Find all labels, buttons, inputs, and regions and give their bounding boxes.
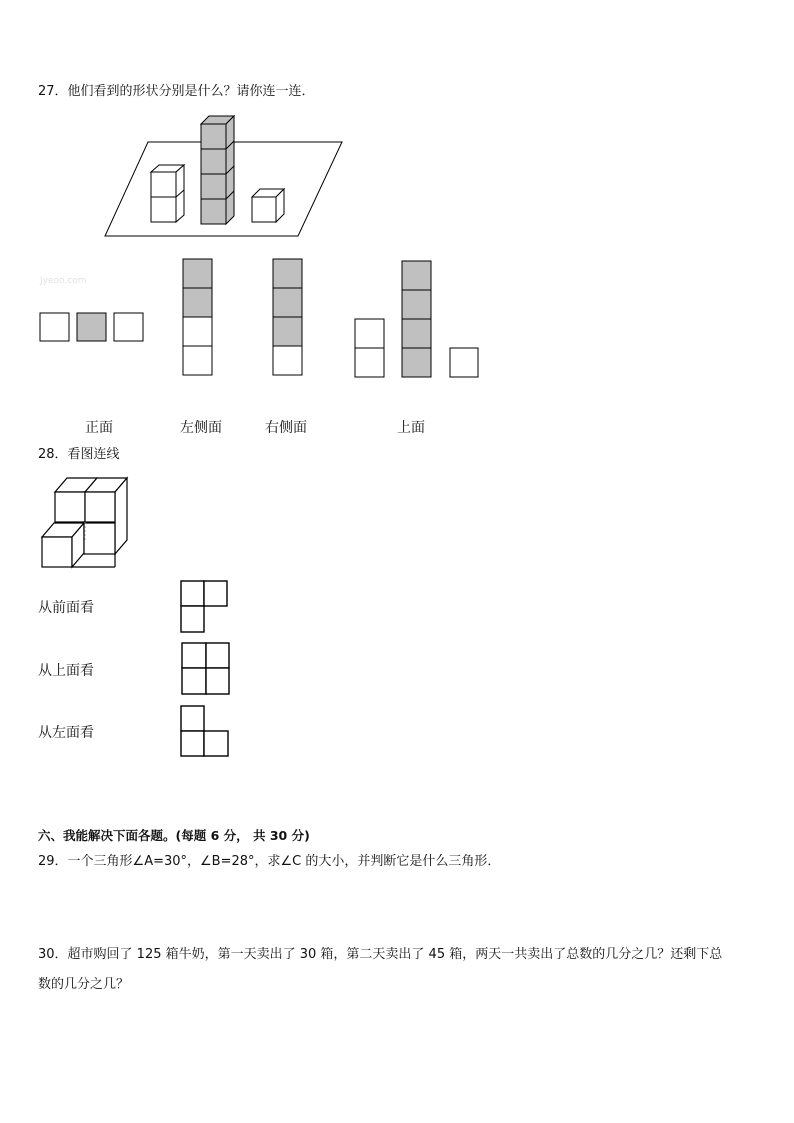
q30-prompt-line1: 30．超市购回了 125 箱牛奶，第一天卖出了 30 箱，第二天卖出了 45 箱，两天一共卖出了总数的几分之几？还剩下总 xyxy=(38,947,723,962)
q28-label-front: 从前面看 xyxy=(38,600,94,616)
q28-label-left: 从左面看 xyxy=(38,725,94,741)
grid-shape-b xyxy=(182,643,229,694)
view-label-right: 右侧面 xyxy=(265,420,307,436)
grid-shape-c xyxy=(181,706,228,756)
view-label-front: 正面 xyxy=(85,420,113,436)
view-label-left: 左侧面 xyxy=(180,420,222,436)
q28-prompt: 28．看图连线 xyxy=(38,447,120,462)
q27-prompt: 27．他们看到的形状分别是什么？请你连一连． xyxy=(38,84,315,99)
q28-label-top: 从上面看 xyxy=(38,663,94,679)
q30-prompt-line2: 数的几分之几？ xyxy=(38,977,130,992)
view-label-top: 上面 xyxy=(397,420,425,436)
q29-prompt: 29．一个三角形∠A=30°，∠B=28°，求∠C 的大小，并判断它是什么三角形． xyxy=(38,854,501,869)
watermark: Jyeoo.com xyxy=(40,276,87,286)
section-6-heading: 六、我能解决下面各题。(每题 6 分， 共 30 分) xyxy=(38,828,310,843)
grid-shape-a xyxy=(181,581,227,632)
